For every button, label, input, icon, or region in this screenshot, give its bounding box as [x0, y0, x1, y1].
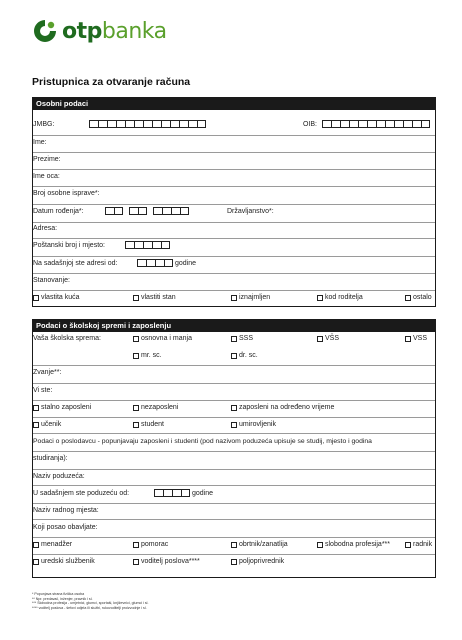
- otp-logo-icon: [32, 18, 58, 44]
- status-student[interactable]: student: [133, 421, 164, 428]
- checkbox-icon: [33, 405, 39, 411]
- checkbox-icon: [231, 542, 237, 548]
- company-since-input[interactable]: [154, 489, 190, 497]
- label-naziv-mjesta: Naziv radnog mjesta:: [33, 507, 99, 514]
- checkbox-icon: [133, 405, 139, 411]
- status-retired[interactable]: umirovljenik: [231, 421, 276, 428]
- label-adresi-od: Na sadašnjoj ste adresi od:: [33, 260, 118, 267]
- checkbox-icon: [133, 542, 139, 548]
- checkbox-icon: [405, 542, 411, 548]
- label-ime-oca: Ime oca:: [33, 173, 60, 180]
- checkbox-icon: [317, 336, 323, 342]
- job-manager-ops[interactable]: voditelj poslova****: [133, 558, 200, 565]
- footnote-3: *** Slobodna profesija - umjetnici, glumci, sportaši, književnici, glumci i sl.: [32, 601, 149, 606]
- status-permanent[interactable]: stalno zaposleni: [33, 404, 91, 411]
- checkbox-icon: [405, 336, 411, 342]
- checkbox-icon: [133, 422, 139, 428]
- housing-rented[interactable]: iznajmljen: [231, 294, 270, 301]
- section-heading-education: Podaci o školskoj spremi i zaposlenju: [32, 319, 436, 332]
- checkbox-icon: [33, 542, 39, 548]
- status-unemployed[interactable]: nezaposleni: [133, 404, 178, 411]
- label-ime: Ime:: [33, 139, 47, 146]
- address-since-input[interactable]: [137, 259, 173, 267]
- checkbox-icon: [33, 295, 39, 301]
- label-vi-ste: Vi ste:: [33, 387, 53, 394]
- label-studiranja: studiranja):: [33, 455, 68, 462]
- checkbox-icon: [33, 559, 39, 565]
- otp-banka-logo: [32, 18, 167, 44]
- checkbox-icon: [317, 542, 323, 548]
- edu-primary[interactable]: osnovna i manja: [133, 335, 192, 342]
- status-pupil[interactable]: učenik: [33, 421, 61, 428]
- job-freelance[interactable]: slobodna profesija***: [317, 541, 390, 548]
- footnote-2: ** Npr. predavač, inženjer, pravnik i sl.: [32, 596, 93, 601]
- edu-vss-higher[interactable]: VŠS: [317, 335, 339, 342]
- jmbg-input[interactable]: [89, 120, 206, 128]
- checkbox-icon: [231, 405, 237, 411]
- label-zvanje: Zvanje**:: [33, 369, 62, 376]
- checkbox-icon: [133, 295, 139, 301]
- checkbox-icon: [405, 295, 411, 301]
- edu-sss[interactable]: SSS: [231, 335, 253, 342]
- job-farmer[interactable]: poljoprivrednik: [231, 558, 284, 565]
- checkbox-icon: [231, 422, 237, 428]
- education-employment-frame: [32, 332, 436, 578]
- footnote-1: * Popunjava strana fizička osoba: [32, 592, 85, 596]
- label-drzavljanstvo: Državljanstvo*:: [227, 208, 274, 215]
- checkbox-icon: [33, 422, 39, 428]
- label-godine: godine: [175, 260, 197, 267]
- housing-own-house[interactable]: vlastita kuća: [33, 294, 80, 301]
- checkbox-icon: [133, 353, 139, 359]
- job-clerk[interactable]: uredski službenik: [33, 558, 95, 565]
- housing-with-parents[interactable]: kod roditelja: [317, 294, 363, 301]
- label-adresa: Adresa:: [33, 225, 58, 232]
- brand-name: otpbanka: [62, 18, 167, 44]
- personal-data-frame: [32, 110, 436, 307]
- job-sailor[interactable]: pomorac: [133, 541, 168, 548]
- label-datum-rodjenja: Datum rođenja*:: [33, 208, 84, 215]
- employer-instructions: Podaci o poslodavcu - popunjavaju zaposleni i studenti (pod nazivom poduzeća upisuje se studij, mjesto i godina: [33, 438, 372, 445]
- birth-day-input[interactable]: [105, 207, 123, 215]
- checkbox-icon: [231, 336, 237, 342]
- postal-code-input[interactable]: [125, 241, 170, 249]
- label-postanski-broj: Poštanski broj i mjesto:: [33, 242, 105, 249]
- job-worker[interactable]: radnik: [405, 541, 432, 548]
- label-oib: OIB:: [303, 121, 318, 128]
- edu-dr-sc[interactable]: dr. sc.: [231, 352, 258, 359]
- edu-mr-sc[interactable]: mr. sc.: [133, 352, 162, 359]
- label-godine-2: godine: [192, 490, 214, 497]
- job-craftsman[interactable]: obrtnik/zanatlija: [231, 541, 288, 548]
- birth-month-input[interactable]: [129, 207, 147, 215]
- housing-other[interactable]: ostalo: [405, 294, 432, 301]
- checkbox-icon: [231, 353, 237, 359]
- birth-year-input[interactable]: [153, 207, 189, 215]
- label-koji-posao: Koji posao obavljate:: [33, 524, 98, 531]
- checkbox-icon: [231, 559, 237, 565]
- job-manager[interactable]: menadžer: [33, 541, 72, 548]
- footnotes: [32, 592, 148, 610]
- edu-vss[interactable]: VSS: [405, 335, 427, 342]
- label-prezime: Prezime:: [33, 156, 61, 163]
- section-heading-personal: Osobni podaci: [32, 97, 436, 110]
- label-jmbg: JMBG:: [33, 121, 55, 128]
- checkbox-icon: [317, 295, 323, 301]
- checkbox-icon: [133, 336, 139, 342]
- label-skolska-sprema: Vaša školska sprema:: [33, 335, 101, 342]
- checkbox-icon: [231, 295, 237, 301]
- label-poduzecu-od: U sadašnjem ste poduzeću od:: [33, 490, 130, 497]
- label-broj-isprave: Broj osobne isprave*:: [33, 190, 100, 197]
- status-fixed-term[interactable]: zaposleni na određeno vrijeme: [231, 404, 334, 411]
- form-title: Pristupnica za otvaranje računa: [32, 76, 191, 88]
- footnote-4: **** voditelj poslova - šefovi odjela ili službi, rukovoditelji proizvodnje i sl.: [32, 605, 147, 610]
- oib-input[interactable]: [322, 120, 430, 128]
- label-naziv-poduzeca: Naziv poduzeća:: [33, 473, 85, 480]
- label-stanovanje: Stanovanje:: [33, 277, 70, 284]
- housing-own-flat[interactable]: vlastiti stan: [133, 294, 176, 301]
- checkbox-icon: [133, 559, 139, 565]
